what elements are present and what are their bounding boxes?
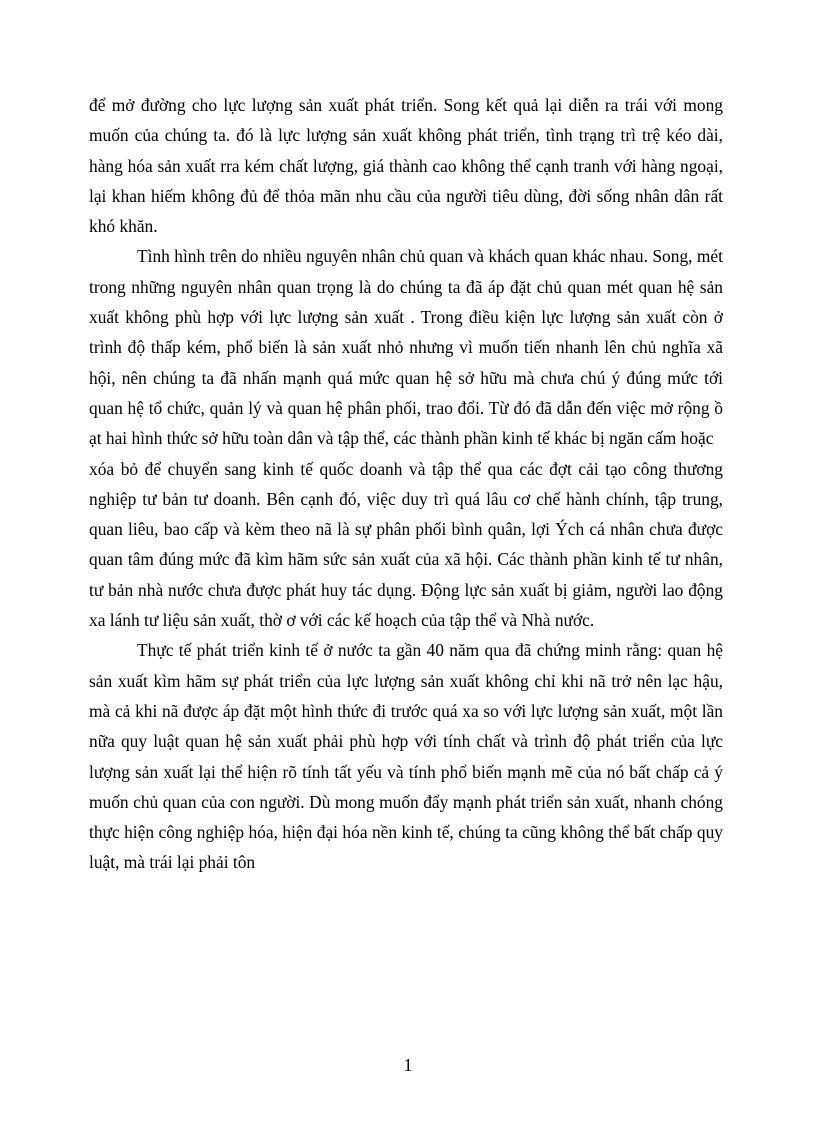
paragraph-causes: Tình hình trên do nhiều nguyên nhân chủ quan và khách quan khác nhau. Song, mét trong những nguyên nhân quan trọng là do chúng ta đã áp đặt chủ quan mét quan hệ sản xuất không phù hợp với lực lượng sản xuất . Trong điều kiện lực lượng sản xuất còn ở trình độ thấp kém, phổ biến là sản xuất nhỏ nhưng vì muốn tiến nhanh lên chủ nghĩa xã hội, nên chúng ta đã nhấn mạnh quá mức quan hệ sở hữu mà chưa chú ý đúng mức tới quan hệ tổ chức, quản lý và quan hệ phân phối, trao đổi. Từ đó đã dẫn đến việc mở rộng ồ ạt hai hình thức sở hữu toàn dân và tập thể, các thành phần kinh tế khác bị ngăn cấm hoặc: [89, 246, 723, 449]
page-number: 1: [403, 1055, 413, 1075]
document-body: [89, 90, 723, 878]
paragraph-consequences: xóa bỏ để chuyển sang kinh tế quốc doanh và tập thể qua các đợt cải tạo công thương nghiệp tư bản tư doanh. Bên cạnh đó, việc duy trì quá lâu cơ chế hành chính, tập trung, quan liêu, bao cấp và kèm theo nã là sự phân phối bình quân, lợi Ých cá nhân chưa được quan tâm đúng mức đã kìm hãm sức sản xuất của xã hội. Các thành phần kinh tế tư nhân, tư bản nhà nước chưa được phát huy tác dụng. Động lực sản xuất bị giảm, người lao động xa lánh tư liệu sản xuất, thờ ơ với các kế hoạch của tập thể và Nhà nước.: [89, 458, 723, 631]
paragraph-lessons: Thực tế phát triển kinh tế ở nước ta gần 40 năm qua đã chứng minh rằng: quan hệ sản xuất kìm hãm sự phát triển của lực lượng sản xuất không chỉ khi nã trở nên lạc hậu, mà cả khi nã được áp đặt một hình thức đi trước quá xa so với lực lượng sản xuất, một lần nữa quy luật quan hệ sản xuất phải phù hợp với tính chất và trình độ phát triển của lực lượng sản xuất lại thể hiện rõ tính tất yếu và tính phổ biến mạnh mẽ của nó bất chấp cả ý muốn chủ quan của con người. Dù mong muốn đẩy mạnh phát triển sản xuất, nhanh chóng thực hiện công nghiệp hóa, hiện đại hóa nền kinh tế, chúng ta cũng không thể bất chấp quy luật, mà trái lại phải tôn: [89, 640, 723, 873]
paragraph-continuation: để mở đường cho lực lượng sản xuất phát triển. Song kết quả lại diễn ra trái với mong muốn của chúng ta. đó là lực lượng sản xuất không phát triển, tình trạng trì trệ kéo dài, hàng hóa sản xuất rra kém chất lượng, giá thành cao không thể cạnh tranh với hàng ngoại, lại khan hiếm không đủ để thỏa mãn nhu cầu của người tiêu dùng, đời sống nhân dân rất khó khăn.: [89, 95, 723, 237]
